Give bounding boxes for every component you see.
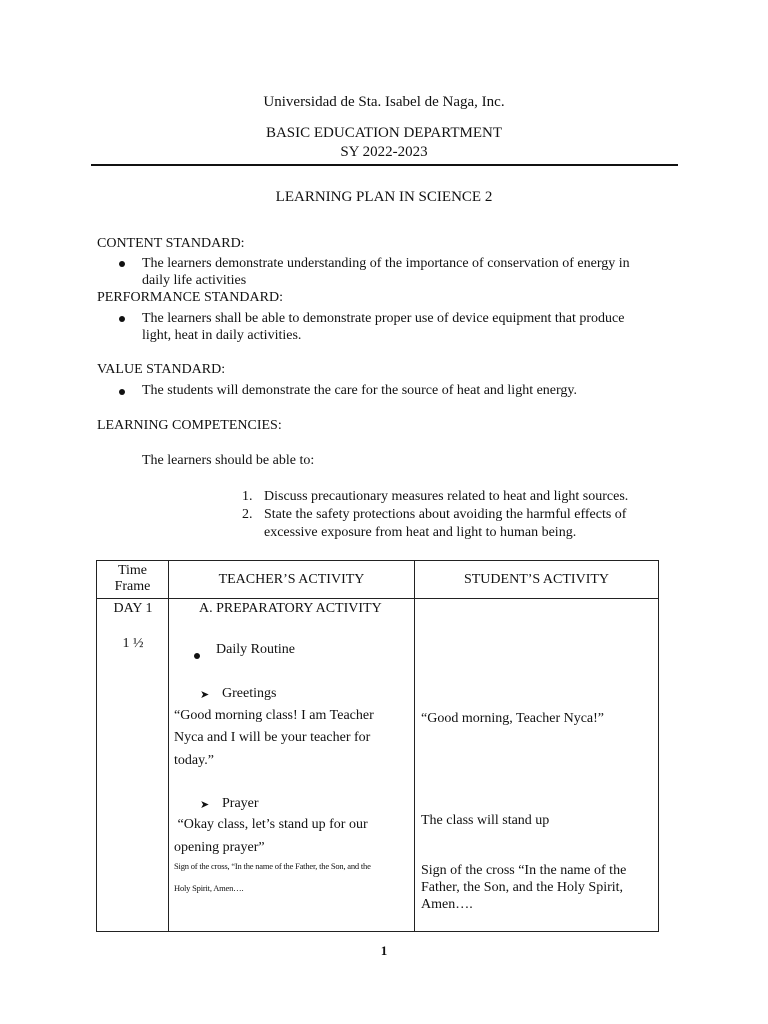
teacher-greeting-line2: Nyca and I will be your teacher for — [174, 730, 371, 745]
arrow-right-icon: ➤ — [200, 688, 210, 701]
plan-title: LEARNING PLAN IN SCIENCE 2 — [275, 189, 493, 205]
teacher-sign-line2: Holy Spirit, Amen…. — [174, 883, 244, 893]
school-year: SY 2022-2023 — [340, 144, 428, 160]
header-time-frame — [97, 561, 169, 599]
teacher-greeting-line1: “Good morning class! I am Teacher — [174, 708, 374, 723]
department-name: BASIC EDUCATION DEPARTMENT — [265, 125, 503, 141]
value-standard-heading: VALUE STANDARD: — [97, 362, 226, 377]
content-standard-heading: CONTENT STANDARD: — [97, 236, 245, 251]
content-standard-text-line2: daily life activities — [142, 273, 247, 288]
table-row — [97, 599, 659, 932]
time-frame-cell — [97, 599, 169, 932]
activity-table — [96, 560, 659, 932]
greetings-label: Greetings — [222, 686, 277, 701]
prayer-label: Prayer — [222, 796, 259, 811]
competency-item-2-line2: excessive exposure from heat and light to human being. — [264, 525, 577, 540]
student-stand: The class will stand up — [421, 813, 550, 828]
teacher-activity-cell — [169, 599, 415, 932]
day-label: DAY 1 — [113, 601, 153, 616]
page-number: 1 — [380, 943, 388, 958]
content-standard-text-line1: The learners demonstrate understanding of the importance of conservation of energy in — [142, 256, 630, 271]
bullet-icon — [119, 261, 125, 267]
learning-competencies-heading: LEARNING COMPETENCIES: — [97, 418, 282, 433]
header-teacher-activity — [169, 561, 415, 599]
section-heading: A. PREPARATORY ACTIVITY — [199, 601, 382, 616]
teacher-greeting-line3: today.” — [174, 753, 214, 768]
performance-standard-heading: PERFORMANCE STANDARD: — [97, 290, 283, 305]
arrow-right-icon: ➤ — [200, 798, 210, 811]
teacher-prayer-line1: “Okay class, let’s stand up for our — [174, 817, 368, 832]
competency-number-1: 1. — [242, 489, 253, 504]
daily-routine-label: Daily Routine — [216, 642, 295, 657]
teacher-prayer-line2: opening prayer” — [174, 840, 265, 855]
header-frame-label: Frame — [114, 579, 151, 594]
duration-label: 1 ½ — [122, 636, 144, 651]
header-time-label: Time — [117, 563, 148, 578]
bullet-icon — [119, 389, 125, 395]
school-name: Universidad de Sta. Isabel de Naga, Inc. — [263, 94, 505, 110]
student-sign-line3: Amen…. — [421, 897, 473, 912]
value-standard-text: The students will demonstrate the care for the source of heat and light energy. — [142, 383, 578, 398]
student-sign-line2: Father, the Son, and the Holy Spirit, — [421, 880, 624, 895]
learning-competencies-intro: The learners should be able to: — [142, 453, 315, 468]
header-divider — [91, 164, 678, 166]
bullet-icon — [119, 316, 125, 322]
performance-standard-text-line1: The learners shall be able to demonstrate proper use of device equipment that produce — [142, 311, 625, 326]
bullet-icon — [194, 653, 200, 659]
competency-number-2: 2. — [242, 507, 253, 522]
competency-item-1: Discuss precautionary measures related to heat and light sources. — [264, 489, 629, 504]
student-greeting: “Good morning, Teacher Nyca!” — [421, 711, 605, 726]
header-student-activity — [415, 561, 659, 599]
teacher-sign-line1: Sign of the cross, “In the name of the Father, the Son, and the — [174, 861, 371, 871]
header-teacher-label: TEACHER’S ACTIVITY — [218, 571, 365, 587]
student-activity-cell — [415, 599, 659, 932]
header-student-label: STUDENT’S ACTIVITY — [463, 571, 610, 587]
table-header-row — [97, 561, 659, 599]
performance-standard-text-line2: light, heat in daily activities. — [142, 328, 302, 343]
student-sign-line1: Sign of the cross “In the name of the — [421, 863, 627, 878]
competency-item-2-line1: State the safety protections about avoiding the harmful effects of — [264, 507, 627, 522]
